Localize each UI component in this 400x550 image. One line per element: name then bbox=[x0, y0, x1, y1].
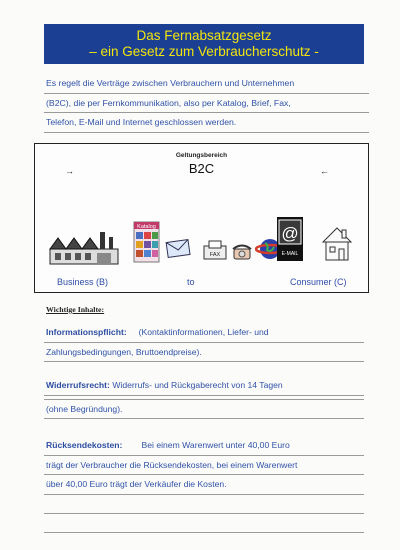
info-label: Informationspflicht: bbox=[46, 327, 127, 337]
widerruf-line-2: (ohne Begründung). bbox=[44, 400, 364, 420]
section-widerrufsrecht bbox=[44, 376, 364, 419]
title-line-2: – ein Gesetz zum Verbraucherschutz - bbox=[89, 44, 319, 59]
email-at-sign: @ bbox=[281, 224, 299, 243]
ruecksende-label: Rücksendekosten: bbox=[46, 440, 123, 450]
intro-paragraph bbox=[44, 74, 369, 152]
widerruf-line-1 bbox=[44, 376, 364, 396]
content-heading: Wichtige Inhalte: bbox=[46, 305, 105, 314]
email-icon-text: E-MAIL bbox=[281, 251, 299, 257]
letter-icon bbox=[165, 237, 191, 259]
title-line-1: Das Fernabsatzgesetz bbox=[136, 28, 272, 43]
house-icon bbox=[321, 226, 353, 262]
intro-line-3: Telefon, E-Mail und Internet geschlossen werden. bbox=[44, 113, 369, 133]
section-informationspflicht bbox=[44, 323, 364, 362]
label-consumer: Consumer (C) bbox=[290, 277, 347, 287]
scope-box bbox=[34, 143, 369, 293]
info-line-2: Zahlungsbedingungen, Bruttoendpreise). bbox=[44, 343, 364, 363]
factory-icon bbox=[49, 228, 119, 266]
ruecksende-line-1 bbox=[44, 436, 364, 456]
info-text-1: (Kontaktinformationen, Liefer- und bbox=[138, 327, 269, 337]
ruecksende-line-3: über 40,00 Euro trägt der Verkäufer die Kosten. bbox=[44, 475, 364, 495]
email-icon bbox=[277, 217, 303, 261]
label-to: to bbox=[187, 277, 195, 287]
label-business: Business (B) bbox=[57, 277, 109, 287]
fax-icon-text: FAX bbox=[209, 252, 221, 258]
ruecksende-text-1: Bei einem Warenwert unter 40,00 Euro bbox=[141, 440, 290, 450]
arrow-left-icon: ← bbox=[320, 166, 329, 176]
fax-icon bbox=[203, 240, 227, 260]
section-ruecksendekosten bbox=[44, 436, 364, 533]
ruecksende-blank-line-2 bbox=[44, 514, 364, 533]
telephone-icon bbox=[232, 242, 252, 260]
catalog-icon bbox=[133, 221, 160, 263]
scope-title: Geltungsbereich bbox=[175, 152, 228, 159]
catalog-icon-text: Katalog bbox=[137, 224, 156, 230]
widerruf-text-1: Widerrufs- und Rückgaberecht von 14 Tagen bbox=[112, 380, 283, 390]
widerruf-label: Widerrufsrecht: bbox=[46, 380, 110, 390]
intro-line-1: Es regelt die Verträge zwischen Verbrauchern und Unternehmen bbox=[44, 74, 369, 94]
ruecksende-blank-line-1 bbox=[44, 495, 364, 514]
title-banner bbox=[44, 24, 364, 64]
intro-line-2: (B2C), die per Fernkommunikation, also per Katalog, Brief, Fax, bbox=[44, 94, 369, 114]
ruecksende-line-2: trägt der Verbraucher die Rücksendekosten, bei einem Warenwert bbox=[44, 456, 364, 476]
scope-b2c: B2C bbox=[188, 161, 215, 176]
info-line-1 bbox=[44, 323, 364, 343]
arrow-right-icon: → bbox=[65, 166, 74, 176]
